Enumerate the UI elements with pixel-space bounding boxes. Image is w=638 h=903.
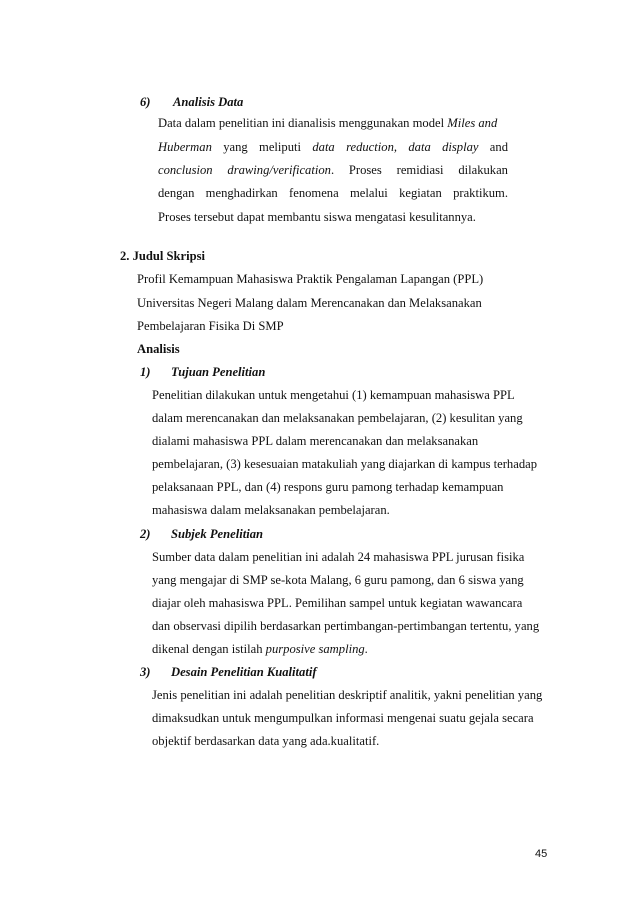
- paragraph-line: conclusion drawing/verification. Proses remidiasi dilakukan: [158, 163, 508, 177]
- title-line: Pembelajaran Fisika Di SMP: [137, 319, 284, 333]
- paragraph-line: Jenis penelitian ini adalah penelitian deskriptif analitik, yakni penelitian yang: [152, 688, 543, 702]
- paragraph-line: Huberman yang meliputi data reduction, data display and: [158, 140, 508, 154]
- subsection-number: 2): [140, 527, 151, 541]
- paragraph-line: pelaksanaan PPL, dan (4) respons guru pamong terhadap kemampuan: [152, 480, 504, 494]
- subsection-heading: Subjek Penelitian: [171, 527, 264, 541]
- section-heading: 2. Judul Skripsi: [120, 249, 206, 263]
- subsection-heading: Desain Penelitian Kualitatif: [171, 665, 317, 679]
- paragraph-line: Penelitian dilakukan untuk mengetahui (1) kemampuan mahasiswa PPL: [152, 388, 515, 402]
- paragraph-line: Proses tersebut dapat membantu siswa mengatasi kesulitannya.: [158, 210, 476, 224]
- paragraph-line: dalam merencanakan dan melaksanakan pembelajaran, (2) kesulitan yang: [152, 411, 523, 425]
- paragraph-line: objektif berdasarkan data yang ada.kualitatif.: [152, 734, 380, 748]
- paragraph-line: dan observasi dipilih berdasarkan pertimbangan-pertimbangan tertentu, yang: [152, 619, 540, 633]
- paragraph-line: pembelajaran, (3) kesesuaian matakuliah yang diajarkan di kampus terhadap: [152, 457, 538, 471]
- title-line: Profil Kemampuan Mahasiswa Praktik Pengalaman Lapangan (PPL): [137, 272, 484, 286]
- paragraph-line: dengan menghadirkan fenomena melalui kegiatan praktikum.: [158, 186, 508, 200]
- section-heading: Analisis Data: [173, 95, 244, 109]
- paragraph-line: yang mengajar di SMP se-kota Malang, 6 guru pamong, dan 6 siswa yang: [152, 573, 524, 587]
- section-number: 6): [140, 95, 151, 109]
- paragraph-line: Sumber data dalam penelitian ini adalah 24 mahasiswa PPL jurusan fisika: [152, 550, 525, 564]
- paragraph-line: Data dalam penelitian ini dianalisis menggunakan model Miles and: [158, 116, 498, 130]
- paragraph-line: diajar oleh mahasiswa PPL. Pemilihan sampel untuk kegiatan wawancara: [152, 596, 523, 610]
- analisis-label: Analisis: [137, 342, 180, 356]
- paragraph-line: dikenal dengan istilah purposive sampling.: [152, 642, 368, 656]
- page-number: 45: [535, 848, 548, 860]
- subsection-number: 3): [140, 665, 151, 679]
- paragraph-line: dialami mahasiswa PPL dalam merencanakan dan melaksanakan: [152, 434, 479, 448]
- paragraph-line: dimaksudkan untuk mengumpulkan informasi mengenai suatu gejala secara: [152, 711, 534, 725]
- paragraph-line: mahasiswa dalam melaksanakan pembelajaran.: [152, 503, 390, 517]
- subsection-number: 1): [140, 365, 151, 379]
- title-line: Universitas Negeri Malang dalam Merencanakan dan Melaksanakan: [137, 296, 482, 310]
- subsection-heading: Tujuan Penelitian: [171, 365, 266, 379]
